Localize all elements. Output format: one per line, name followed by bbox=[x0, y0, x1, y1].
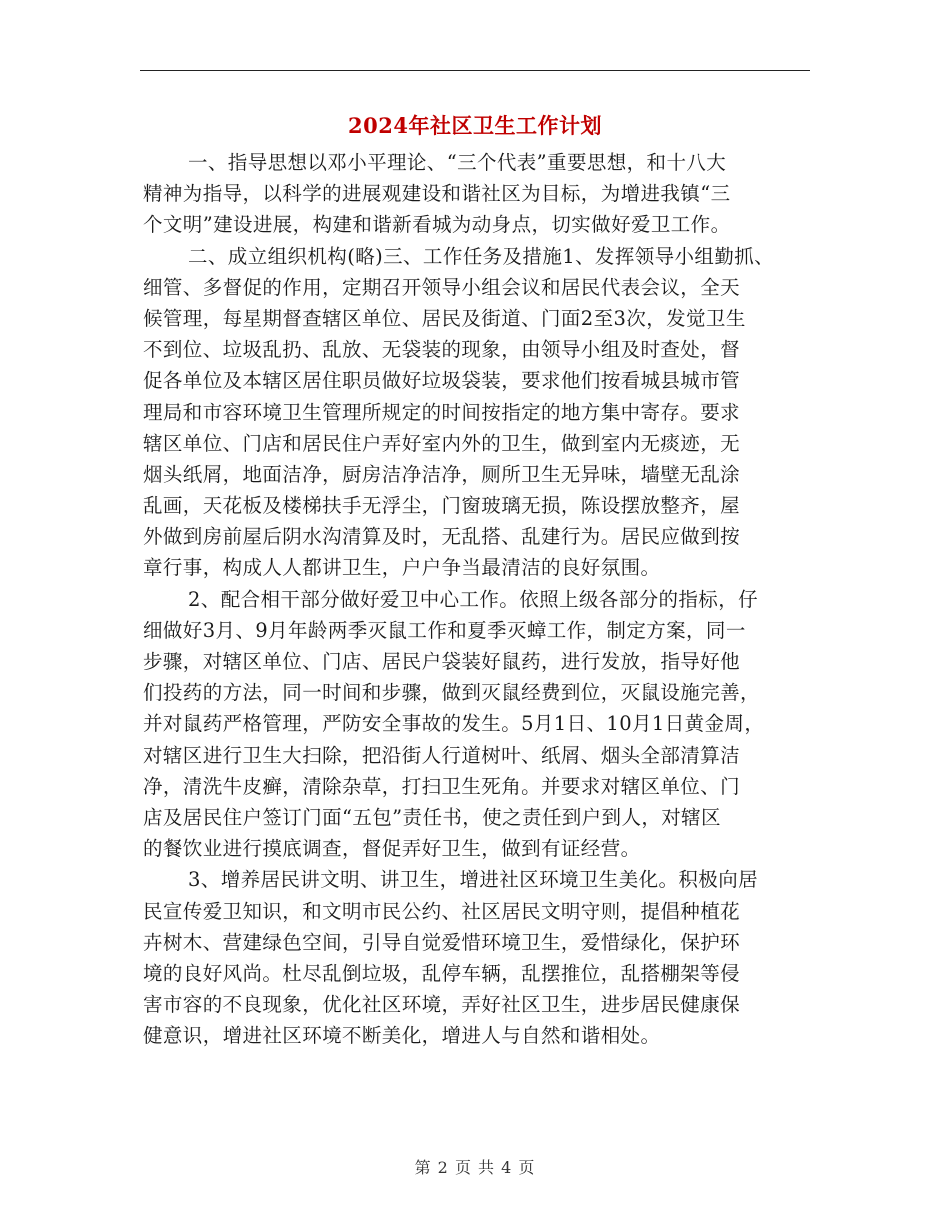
paragraph-line: 细管、多督促的作用，定期召开领导小组会议和居民代表会议，全天 bbox=[143, 275, 741, 299]
paragraph-line: 境的良好风尚。杜尽乱倒垃圾，乱停车辆，乱摆推位，乱搭棚架等侵 bbox=[143, 961, 741, 985]
paragraph-line: 辖区单位、门店和居民住户弄好室内外的卫生，做到室内无痰迹，无 bbox=[143, 431, 741, 455]
paragraph-line: 对辖区进行卫生大扫除，把沿街人行道树叶、纸屑、烟头全部清算洁 bbox=[143, 743, 741, 767]
header-rule bbox=[140, 70, 810, 71]
paragraph-line: 民宣传爱卫知识，和文明市民公约、社区居民文明守则，提倡种植花 bbox=[143, 899, 741, 923]
paragraph-line: 精神为指导，以科学的进展观建设和谐社区为目标，为增进我镇“三 bbox=[143, 182, 731, 206]
document-title: 2024年社区卫生工作计划 bbox=[348, 113, 602, 138]
paragraph-first-line: 二、成立组织机构(略)三、工作任务及措施1、发挥领导小组勤抓、 bbox=[188, 244, 775, 268]
paragraph-line: 乱画，天花板及楼梯扶手无浮尘，门窗玻璃无损，陈设摆放整齐，屋 bbox=[143, 494, 741, 518]
paragraph-line: 烟头纸屑，地面洁净，厨房洁净洁净，厕所卫生无异味，墙壁无乱涂 bbox=[143, 462, 741, 486]
paragraph-line: 害市容的不良现象，优化社区环境，弄好社区卫生，进步居民健康保 bbox=[143, 993, 741, 1017]
paragraph-line: 健意识，增进社区环境不断美化，增进人与自然和谐相处。 bbox=[143, 1024, 661, 1048]
paragraph-line: 个文明”建设进展，构建和谐新看城为动身点，切实做好爱卫工作。 bbox=[143, 213, 731, 237]
paragraph-line: 候管理，每星期督查辖区单位、居民及街道、门面2至3次，发觉卫生 bbox=[143, 306, 746, 330]
paragraph-line: 理局和市容环境卫生管理所规定的时间按指定的地方集中寄存。要求 bbox=[143, 400, 741, 424]
paragraph-line: 的餐饮业进行摸底调查，督促弄好卫生，做到有证经营。 bbox=[143, 837, 641, 861]
paragraph-line: 并对鼠药严格管理，严防安全事故的发生。5月1日、10月1日黄金周， bbox=[143, 712, 765, 736]
paragraph-line: 店及居民住户签订门面“五包”责任书，使之责任到户到人，对辖区 bbox=[143, 805, 721, 829]
paragraph-line: 章行事，构成人人都讲卫生，户户争当最清洁的良好氛围。 bbox=[143, 556, 661, 580]
paragraph-line: 外做到房前屋后阴水沟清算及时，无乱搭、乱建行为。居民应做到按 bbox=[143, 525, 741, 549]
paragraph-line: 步骤，对辖区单位、门店、居民户袋装好鼠药，进行发放，指导好他 bbox=[143, 650, 741, 673]
document-body bbox=[143, 147, 807, 1051]
paragraph-first-line: 2、配合相干部分做好爱卫中心工作。依照上级各部分的指标，仔 bbox=[188, 587, 759, 611]
paragraph-line: 不到位、垃圾乱扔、乱放、无袋装的现象，由领导小组及时查处，督 bbox=[143, 338, 741, 362]
page-footer: 第 2 页 共 4 页 bbox=[414, 1158, 536, 1177]
paragraph-line: 卉树木、营建绿色空间，引导自觉爱惜环境卫生，爱惜绿化，保护环 bbox=[143, 930, 741, 954]
paragraph-first-line: 一、指导思想以邓小平理论、“三个代表”重要思想，和十八大 bbox=[188, 151, 727, 174]
paragraph-line: 们投药的方法，同一时间和步骤，做到灭鼠经费到位，灭鼠设施完善， bbox=[143, 681, 760, 705]
paragraph-first-line: 3、增养居民讲文明、讲卫生，增进社区环境卫生美化。积极向居 bbox=[188, 868, 759, 892]
paragraph-line: 细做好3月、9月年龄两季灭鼠工作和夏季灭蟑工作，制定方案，同一 bbox=[143, 618, 746, 642]
paragraph-line: 净，清洗牛皮癣，清除杂草，打扫卫生死角。并要求对辖区单位、门 bbox=[143, 774, 741, 798]
paragraph-line: 促各单位及本辖区居住职员做好垃圾袋装，要求他们按看城县城市管 bbox=[143, 369, 741, 393]
